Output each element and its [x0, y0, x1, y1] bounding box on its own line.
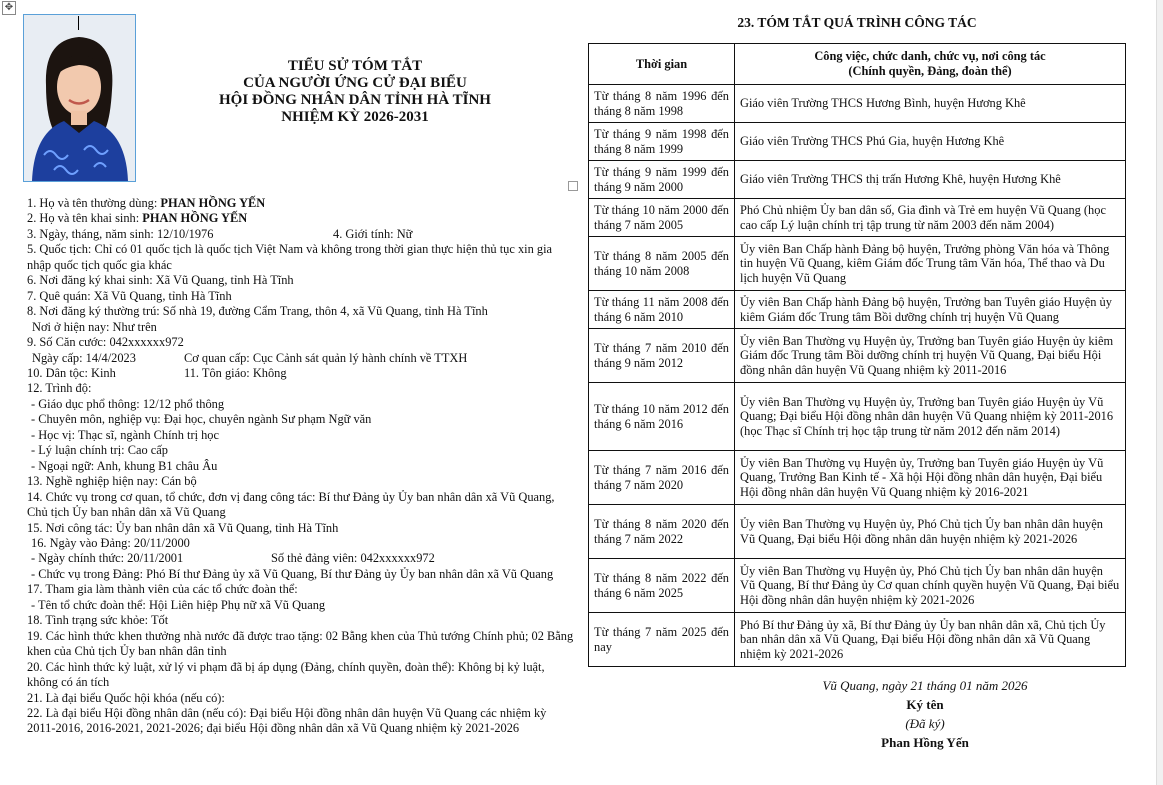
cell-job: Ủy viên Ban Chấp hành Đảng bộ huyện, Trưởng phòng Văn hóa và Thông tin huyện Vũ Quang, kiêm Giám đốc Trung tâm Văn hóa, Thể thao và Du lịch huyện Vũ Quang [735, 237, 1126, 291]
cell-time: Từ tháng 11 năm 2008 đến tháng 6 năm 2010 [589, 291, 735, 329]
field-religion: 11. Tôn giáo: Không [184, 365, 287, 380]
column-header-job-line1: Công việc, chức danh, chức vụ, nơi công tác [814, 49, 1046, 64]
field-value: PHAN HỒNG YẾN [142, 211, 248, 226]
cell-job: Giáo viên Trường THCS Phú Gia, huyện Hương Khê [735, 123, 1126, 161]
field-workplace: 15. Nơi công tác: Ủy ban nhân dân xã Vũ Quang, tỉnh Hà Tĩnh [27, 520, 339, 535]
cell-time: Từ tháng 7 năm 2010 đến tháng 9 năm 2012 [589, 329, 735, 383]
title-line: CỦA NGƯỜI ỨNG CỬ ĐẠI BIỂU [243, 75, 467, 91]
move-handle-icon[interactable]: ✥ [2, 1, 16, 15]
work-history-title: 23. TÓM TẮT QUÁ TRÌNH CÔNG TÁC [737, 15, 977, 30]
field-birth-registration: 6. Nơi đăng ký khai sinh: Xã Vũ Quang, tỉnh Hà Tĩnh [27, 273, 294, 288]
field-national-assembly: 21. Là đại biểu Quốc hội khóa (nếu có): [27, 690, 225, 705]
field-discipline: 20. Các hình thức kỷ luật, xử lý vi phạm đã bị áp dụng (Đảng, chính quyền, đoàn thể): Không bị kỷ luật, không có án tích [27, 659, 545, 690]
cell-job: Ủy viên Ban Thường vụ Huyện ủy, Phó Chủ tịch Ủy ban nhân dân huyện Vũ Quang, Đại biểu Hội đồng nhân dân huyện nhiệm kỳ 2021-2026 [735, 505, 1126, 559]
cell-time: Từ tháng 8 năm 2022 đến tháng 6 năm 2025 [589, 559, 735, 613]
signature-block [760, 676, 1090, 752]
column-header-job [735, 44, 1126, 85]
text-cursor [78, 16, 79, 30]
field-awards: 19. Các hình thức khen thưởng nhà nước đã được trao tặng: 02 Bằng khen của Thủ tướng Chính phủ; 02 Bằng khen của Chủ tịch Ủy ban nhân dân tỉnh [27, 628, 574, 659]
title-line: HỘI ĐỒNG NHÂN DÂN TỈNH HÀ TĨNH [219, 92, 491, 108]
field-value: PHAN HỒNG YẾN [160, 196, 266, 210]
cell-job: Ủy viên Ban Thường vụ Huyện ủy, Trưởng ban Tuyên giáo Huyện ủy Vũ Quang, Trưởng Ban Kinh tế - Xã hội Hội đồng nhân dân huyện, Đại biểu Hội đồng nhân dân huyện Vũ Quang nhiệm kỳ 2016-2021 [735, 451, 1126, 505]
title-line: TIỂU SỬ TÓM TẮT [287, 58, 423, 74]
table-row [589, 237, 1126, 291]
signature-place-date: Vũ Quang, ngày 21 tháng 01 năm 2026 [822, 678, 1028, 693]
cell-job: Ủy viên Ban Thường vụ Huyện ủy, Phó Chủ tịch Ủy ban nhân dân huyện Vũ Quang, Bí thư Đảng ủy Cơ quan chính quyền huyện Vũ Quang, Đại biểu Hội đồng nhân dân huyện nhiệm kỳ 2021-2026 [735, 559, 1126, 613]
field-current-residence: Nơi ở hiện nay: Như trên [32, 319, 157, 334]
cell-time: Từ tháng 10 năm 2012 đến tháng 6 năm 2016 [589, 383, 735, 451]
paragraph-mark-checkbox[interactable] [568, 181, 578, 191]
table-header-row [589, 44, 1126, 85]
table-row [589, 291, 1126, 329]
table-row [589, 613, 1126, 667]
field-party-join-date: 16. Ngày vào Đảng: 20/11/2000 [31, 535, 190, 550]
cell-job: Phó Bí thư Đảng ủy xã, Bí thư Đảng ủy Ủy ban nhân dân xã, Chủ tịch Ủy ban nhân dân xã Vũ Quang, Đại biểu Hội đồng nhân dân xã Vũ Quang nhiệm kỳ 2021-2026 [735, 613, 1126, 667]
table-row [589, 451, 1126, 505]
cell-time: Từ tháng 9 năm 1998 đến tháng 8 năm 1999 [589, 123, 735, 161]
field-label: 2. Họ và tên khai sinh: [27, 211, 143, 226]
personal-info [27, 196, 577, 737]
cell-time: Từ tháng 8 năm 2020 đến tháng 7 năm 2022 [589, 505, 735, 559]
signature-label: Ký tên [906, 697, 944, 712]
work-history-table [588, 43, 1126, 667]
cell-time: Từ tháng 8 năm 2005 đến tháng 10 năm 2008 [589, 237, 735, 291]
field-education-general: - Giáo dục phổ thông: 12/12 phổ thông [31, 396, 225, 411]
table-row [589, 559, 1126, 613]
field-id-number: 9. Số Căn cước: 042xxxxxx972 [27, 335, 184, 350]
field-common-name [27, 196, 577, 211]
field-birth-name [27, 211, 577, 226]
vertical-scrollbar[interactable] [1156, 0, 1163, 785]
signer-name: Phan Hồng Yến [881, 735, 969, 750]
cell-job: Giáo viên Trường THCS Hương Bình, huyện Hương Khê [735, 85, 1126, 123]
cell-time: Từ tháng 9 năm 1999 đến tháng 9 năm 2000 [589, 161, 735, 199]
field-party-position: - Chức vụ trong Đảng: Phó Bí thư Đảng ủy xã Vũ Quang, Bí thư Đảng ủy Ủy ban nhân dân xã Vũ Quang [31, 566, 554, 581]
cell-time: Từ tháng 7 năm 2025 đến nay [589, 613, 735, 667]
field-birthdate-gender [27, 227, 577, 242]
cell-time: Từ tháng 7 năm 2016 đến tháng 7 năm 2020 [589, 451, 735, 505]
field-id-issue [27, 351, 577, 366]
field-label: 1. Họ và tên thường dùng: [27, 196, 161, 210]
field-nationality: 5. Quốc tịch: Chỉ có 01 quốc tịch là quốc tịch Việt Nam và không trong thời gian thực hiện thủ tục xin gia nhập quốc tịch quốc gia khác [27, 242, 553, 272]
field-hometown: 7. Quê quán: Xã Vũ Quang, tỉnh Hà Tĩnh [27, 288, 232, 303]
document-title [150, 58, 560, 126]
field-issue-date: Ngày cấp: 14/4/2023 [32, 350, 136, 365]
field-gender: 4. Giới tính: Nữ [333, 226, 413, 241]
field-official-date: - Ngày chính thức: 20/11/2001 [31, 551, 184, 566]
field-occupation: 13. Nghề nghiệp hiện nay: Cán bộ [27, 474, 197, 489]
cell-time: Từ tháng 10 năm 2000 đến tháng 7 năm 2005 [589, 199, 735, 237]
field-ethnicity: 10. Dân tộc: Kinh [27, 365, 116, 380]
field-issuer: Cơ quan cấp: Cục Cảnh sát quản lý hành chính về TTXH [184, 350, 468, 365]
signature-status: (Đã ký) [905, 716, 945, 731]
column-header-job-line2: (Chính quyền, Đảng, đoàn thể) [848, 64, 1012, 78]
table-row [589, 85, 1126, 123]
portrait-illustration [24, 15, 135, 181]
table-row [589, 123, 1126, 161]
column-header-time: Thời gian [589, 44, 735, 85]
title-line: NHIỆM KỲ 2026-2031 [281, 109, 429, 125]
field-education-language: - Ngoại ngữ: Anh, khung B1 châu Âu [31, 458, 218, 473]
field-organizations: 17. Tham gia làm thành viên của các tổ chức đoàn thể: [27, 582, 298, 597]
field-position: 14. Chức vụ trong cơ quan, tổ chức, đơn vị đang công tác: Bí thư Đảng ủy Ủy ban nhân dân xã Vũ Quang, Chủ tịch Ủy ban nhân dân xã Vũ Quang [27, 489, 555, 520]
field-ethnicity-religion [27, 366, 577, 381]
field-education-major: - Chuyên môn, nghiệp vụ: Đại học, chuyên ngành Sư phạm Ngữ văn [31, 412, 372, 427]
table-row [589, 199, 1126, 237]
field-organization-name: - Tên tổ chức đoàn thể: Hội Liên hiệp Phụ nữ xã Vũ Quang [31, 597, 326, 612]
cell-time: Từ tháng 8 năm 1996 đến tháng 8 năm 1998 [589, 85, 735, 123]
cell-job: Ủy viên Ban Chấp hành Đảng bộ huyện, Trưởng ban Tuyên giáo Huyện ủy kiêm Giám đốc Trung tâm Bồi dưỡng chính trị huyện Vũ Quang [735, 291, 1126, 329]
field-permanent-residence: 8. Nơi đăng ký thường trú: Số nhà 19, đường Cẩm Trang, thôn 4, xã Vũ Quang, tỉnh Hà Tĩnh [27, 304, 488, 319]
cell-job: Giáo viên Trường THCS thị trấn Hương Khê, huyện Hương Khê [735, 161, 1126, 199]
field-party-official [27, 551, 577, 566]
portrait-photo [23, 14, 136, 182]
field-council-member: 22. Là đại biểu Hội đồng nhân dân (nếu có): Đại biểu Hội đồng nhân dân huyện Vũ Quang các nhiệm kỳ 2011-2016, 2016-2021, 2021-2026; đại biểu Hội đồng nhân dân xã Vũ Quang nhiệm kỳ 2021-2026 [27, 705, 547, 736]
table-row [589, 329, 1126, 383]
cell-job: Phó Chủ nhiệm Ủy ban dân số, Gia đình và Trẻ em huyện Vũ Quang (học cao cấp Lý luận chính trị tập trung từ năm 2003 đến năm 2004) [735, 199, 1126, 237]
field-education-degree: - Học vị: Thạc sĩ, ngành Chính trị học [31, 427, 220, 442]
table-row [589, 383, 1126, 451]
field-health: 18. Tình trạng sức khỏe: Tốt [27, 613, 169, 628]
field-education-political: - Lý luận chính trị: Cao cấp [31, 443, 168, 458]
table-row [589, 505, 1126, 559]
table-row [589, 161, 1126, 199]
field-birthdate: 3. Ngày, tháng, năm sinh: 12/10/1976 [27, 226, 214, 241]
cell-job: Ủy viên Ban Thường vụ Huyện ủy, Trưởng ban Tuyên giáo Huyện ủy kiêm Giám đốc Trung tâm Bồi dưỡng chính trị huyện Vũ Quang, Đại biểu Hội đồng nhân dân huyện Vũ Quang nhiệm kỳ 2011-2016 [735, 329, 1126, 383]
field-party-card: Số thẻ đảng viên: 042xxxxxx972 [271, 551, 435, 566]
cell-job: Ủy viên Ban Thường vụ Huyện ủy, Trưởng ban Tuyên giáo Huyện ủy Vũ Quang; Đại biểu Hội đồng nhân dân huyện Vũ Quang nhiệm kỳ 2011-2016 (học Thạc sĩ Chính trị học tập trung từ năm 2012 đến năm 2014) [735, 383, 1126, 451]
field-education: 12. Trình độ: [27, 381, 92, 396]
